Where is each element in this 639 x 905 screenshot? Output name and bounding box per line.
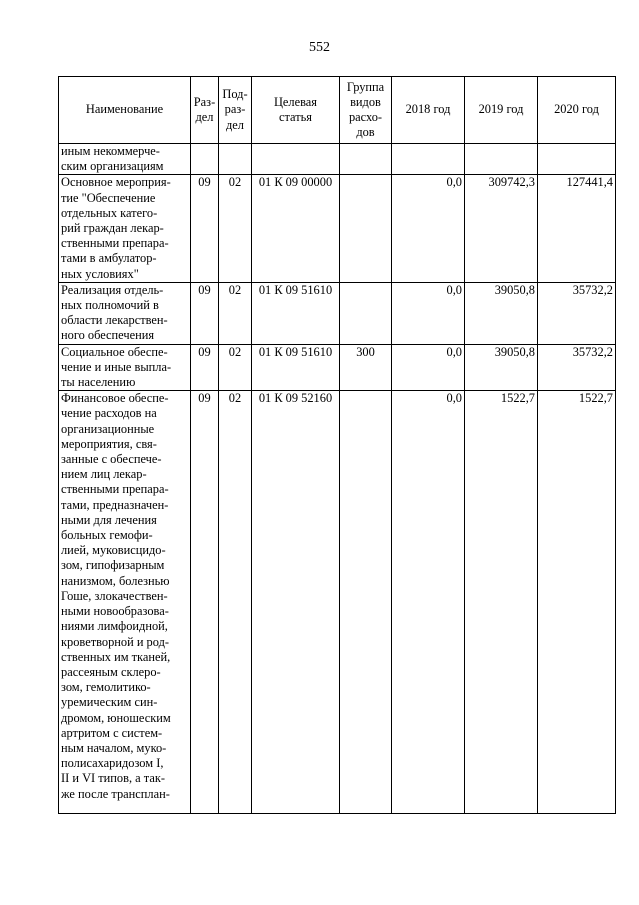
cell-name-line: ственных им тканей, — [61, 649, 171, 664]
cell-expense-group — [340, 175, 392, 282]
table-row — [59, 391, 616, 814]
cell-name-line: Реализация отдель- — [61, 282, 164, 297]
cell-name-line: дромом, юношеским — [61, 710, 171, 725]
cell-2018: 0,0 — [392, 344, 465, 391]
cell-name-line: иным некоммерче- — [61, 144, 160, 158]
cell-name-line: ственными препара- — [61, 236, 169, 251]
header-section-line: дел — [195, 110, 214, 124]
cell-name-line: нанизмом, болезнью — [61, 573, 170, 588]
cell-2020: 1522,7 — [538, 391, 616, 814]
header-subsection-line: раз- — [224, 102, 246, 117]
header-subsection-line: дел — [226, 117, 244, 132]
cell-2018 — [392, 144, 465, 175]
table-header — [59, 77, 616, 144]
cell-name-line: полисахаридозом I, — [61, 756, 164, 771]
header-row — [59, 77, 616, 144]
cell-name-line: чение и иные выпла- — [61, 359, 172, 374]
cell-name-line: ты населению — [61, 375, 136, 390]
cell-2019: 39050,8 — [465, 344, 538, 391]
cell-name-line: нием лиц лекар- — [61, 467, 147, 482]
cell-name — [59, 344, 191, 391]
cell-section: 09 — [191, 175, 219, 282]
cell-name-line: ным началом, муко- — [61, 740, 167, 755]
cell-name-line: ного обеспечения — [61, 328, 155, 343]
cell-expense-group — [340, 282, 392, 344]
cell-section: 09 — [191, 344, 219, 391]
cell-name-line: ными новообразова- — [61, 604, 169, 619]
cell-2020: 35732,2 — [538, 282, 616, 344]
cell-name-line: занные с обеспече- — [61, 452, 162, 467]
cell-expense-group — [340, 144, 392, 175]
cell-section: 09 — [191, 282, 219, 344]
cell-name-line: зом, гипофизарным — [61, 558, 165, 573]
cell-section: 09 — [191, 391, 219, 814]
cell-name-line: Финансовое обеспе- — [61, 391, 169, 406]
cell-name-line: чение расходов на — [61, 406, 157, 421]
cell-2020: 127441,4 — [538, 175, 616, 282]
cell-name-line: тами в амбулатор- — [61, 251, 157, 266]
cell-name-line: отдельных катего- — [61, 205, 158, 220]
cell-name-line: мероприятия, свя- — [61, 436, 157, 451]
cell-name-line: ственными препара- — [61, 482, 169, 497]
header-target-line: Целевая — [273, 94, 318, 109]
table-row — [59, 144, 616, 175]
cell-2020 — [538, 144, 616, 175]
cell-2018: 0,0 — [392, 282, 465, 344]
table-row — [59, 344, 616, 391]
page-number: 552 — [309, 40, 330, 55]
header-expense-group — [340, 77, 392, 144]
cell-name — [59, 144, 191, 175]
cell-expense-group: 300 — [340, 344, 392, 391]
cell-name-line: артритом с систем- — [61, 725, 163, 740]
header-section — [191, 77, 219, 144]
cell-name-line: ниями лимфоидной, — [61, 619, 168, 634]
cell-name-line: организационные — [61, 421, 155, 436]
budget-table — [58, 76, 616, 814]
cell-subsection: 02 — [219, 391, 252, 814]
cell-name-line: рассеяным склеро- — [61, 664, 161, 679]
cell-target-item: 01 К 09 52160 — [252, 391, 340, 814]
header-section-line: Раз- — [193, 94, 216, 109]
cell-name-line: II и VI типов, а так- — [61, 771, 165, 786]
cell-name-line: Основное мероприя- — [61, 175, 171, 190]
cell-target-item: 01 К 09 51610 — [252, 344, 340, 391]
cell-2019 — [465, 144, 538, 175]
cell-name-line: зом, гемолитико- — [61, 680, 151, 695]
cell-name-line: рий граждан лекар- — [61, 221, 164, 236]
cell-section — [191, 144, 219, 175]
cell-name-line: ных условиях" — [61, 266, 139, 281]
cell-2019: 309742,3 — [465, 175, 538, 282]
header-2018: 2018 год — [392, 77, 465, 144]
cell-name-line: тие "Обеспечение — [61, 190, 156, 205]
cell-name-line: больных гемофи- — [61, 528, 153, 543]
header-2019: 2019 год — [465, 77, 538, 144]
cell-name — [59, 391, 191, 814]
cell-name-line: кроветворной и род- — [61, 634, 170, 649]
cell-name-line: области лекарствен- — [61, 313, 168, 328]
header-subsection-line: Под- — [222, 87, 248, 102]
cell-name-line: ных полномочий в — [61, 298, 159, 313]
cell-subsection — [219, 144, 252, 175]
cell-name-line: Гоше, злокачествен- — [61, 588, 168, 603]
cell-name-line: лией, муковисцидо- — [61, 543, 166, 558]
header-group-line: расхо- — [348, 110, 383, 124]
cell-2019: 1522,7 — [465, 391, 538, 814]
header-target-item — [252, 77, 340, 144]
cell-2019: 39050,8 — [465, 282, 538, 344]
cell-expense-group — [340, 391, 392, 814]
header-group-line: Группа — [346, 79, 385, 94]
header-name: Наименование — [59, 77, 191, 144]
header-2020: 2020 год — [538, 77, 616, 144]
cell-target-item: 01 К 09 51610 — [252, 282, 340, 344]
header-group-line: видов — [350, 94, 381, 109]
cell-name-line: ными для лечения — [61, 512, 157, 527]
cell-subsection: 02 — [219, 282, 252, 344]
table-body — [59, 144, 616, 814]
cell-name-line: Социальное обеспе- — [61, 344, 168, 359]
cell-subsection: 02 — [219, 175, 252, 282]
cell-name — [59, 175, 191, 282]
cell-name-line: уремическим син- — [61, 695, 158, 710]
header-group-line: дов — [356, 125, 375, 140]
cell-target-item: 01 К 09 00000 — [252, 175, 340, 282]
table-row — [59, 282, 616, 344]
header-target-line: статья — [278, 110, 312, 124]
cell-name-line: ским организациям — [61, 159, 164, 174]
header-subsection — [219, 77, 252, 144]
cell-target-item — [252, 144, 340, 175]
cell-2018: 0,0 — [392, 175, 465, 282]
cell-name-line: же после трансплан- — [61, 786, 170, 801]
cell-2020: 35732,2 — [538, 344, 616, 391]
cell-name — [59, 282, 191, 344]
cell-subsection: 02 — [219, 344, 252, 391]
table-row — [59, 175, 616, 282]
cell-name-line: тами, предназначен- — [61, 497, 169, 512]
cell-2018: 0,0 — [392, 391, 465, 814]
